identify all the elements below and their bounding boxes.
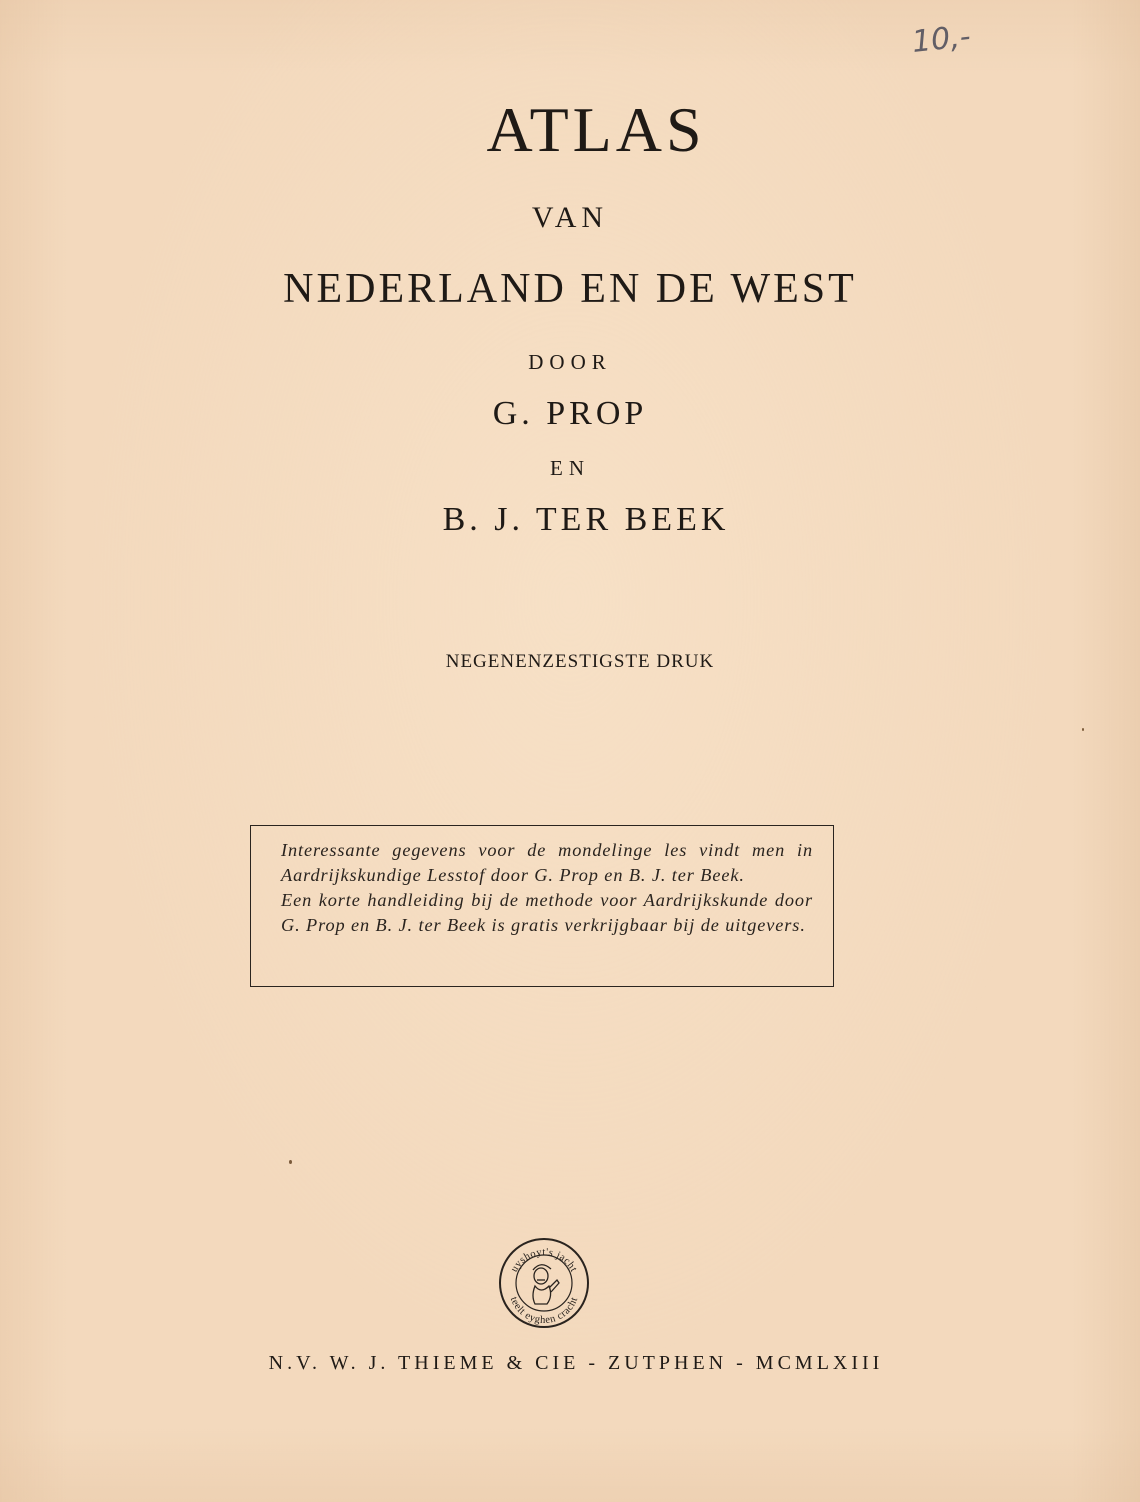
handwritten-price: 10,- — [910, 19, 973, 60]
book-title: ATLAS — [486, 94, 706, 165]
title-connector-van: VAN — [531, 201, 609, 234]
author-second: B. J. TER BEEK — [442, 501, 730, 538]
paper-speck — [289, 1160, 292, 1164]
svg-text:teelt eyghen cracht: teelt eyghen cracht — [507, 1295, 581, 1327]
author-first: G. PROP — [492, 395, 648, 432]
note-paragraph-handleiding: Een korte handleiding bij de methode voor Aardrijkskunde door G. Prop en B. J. ter Beek is gratis verkrijgbaar bij de uitgevers. — [281, 890, 813, 935]
edition-label: NEGENENZESTIGSTE DRUK — [445, 651, 715, 672]
info-note-box — [250, 825, 834, 987]
paper-speck — [1082, 728, 1084, 731]
publisher-imprint: N.V. W. J. THIEME & CIE - ZUTPHEN - MCMLXIII — [268, 1352, 884, 1374]
author-connector-en: EN — [550, 456, 590, 480]
note-paragraph-lesstof: Interessante gegevens voor de mondelinge les vindt men in Aardrijkskundige Lesstof door G. Prop en B. J. ter Beek. — [281, 840, 813, 885]
book-subtitle: NEDERLAND EN DE WEST — [283, 266, 857, 312]
svg-text:uyshoyt's jacht: uyshoyt's jacht — [508, 1246, 580, 1275]
author-connector-door: DOOR — [528, 350, 612, 374]
publisher-emblem-icon — [497, 1236, 591, 1330]
